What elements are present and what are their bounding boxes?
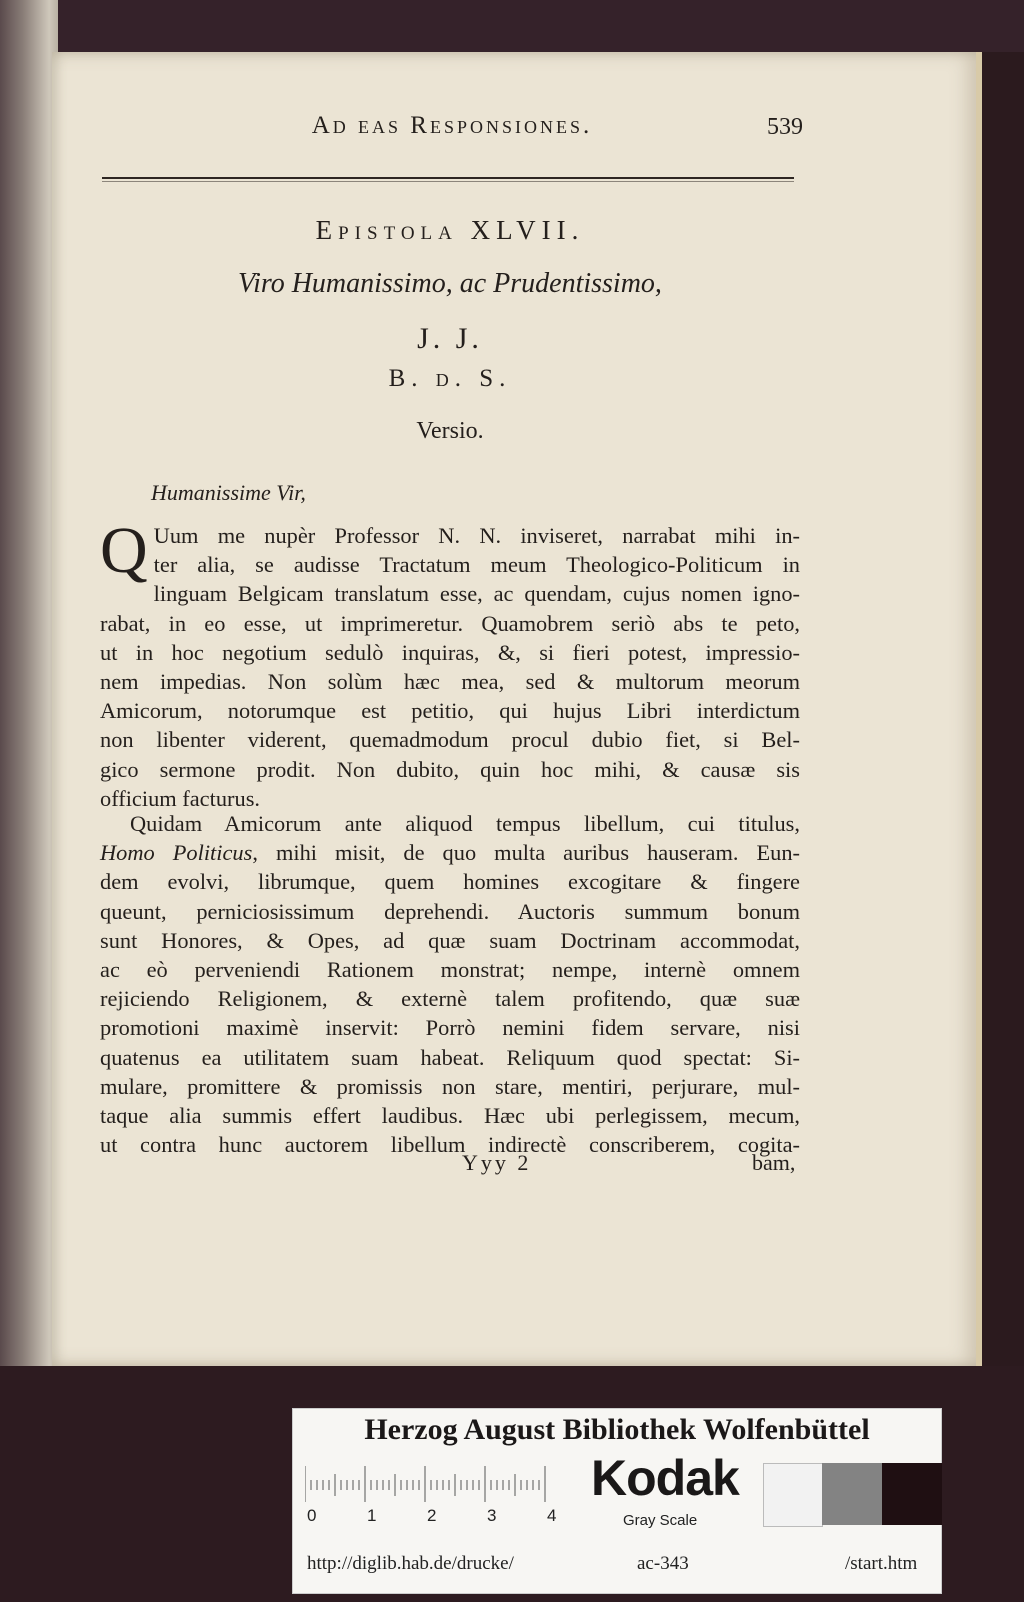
- ruler-number: 3: [487, 1506, 497, 1525]
- catchword: bam,: [752, 1150, 796, 1175]
- ruler-number: 4: [547, 1506, 557, 1525]
- text-line: ac eò perveniendi Rationem monstrat; nempe, internè omnem: [100, 957, 800, 983]
- gray-swatch: [822, 1463, 882, 1525]
- text-line: gico sermone prodit. Non dubito, quin hoc mihi, & causæ sis: [100, 756, 800, 782]
- text-line: mulare, promittere & promissis non stare, mentiri, perjurare, mul-: [100, 1073, 800, 1099]
- letter-heading: Epistola XLVII.: [315, 215, 585, 245]
- white-swatch: [763, 1463, 823, 1527]
- library-color-card: [292, 1408, 942, 1594]
- text-line: taque alia summis effert laudibus. Hæc ubi perlegissem, mecum,: [100, 1103, 800, 1129]
- text-line: ut in hoc negotium sedulò inquiras, &, si fieri potest, impressio-: [100, 639, 800, 665]
- paragraph-2: [100, 809, 800, 1159]
- adjacent-page-edge: [0, 0, 58, 1602]
- kodak-logo: Kodak: [591, 1450, 739, 1506]
- book-page: [52, 52, 982, 1366]
- text-fragment: , mihi misit, de quo multa auribus hauseram. Eun-: [252, 840, 800, 866]
- paragraph-1: [100, 514, 800, 813]
- header-rule: [102, 177, 794, 179]
- ruler-number: 0: [307, 1506, 317, 1525]
- recipient-initials: J. J.: [417, 322, 483, 355]
- text-line: nem impedias. Non solùm hæc mea, sed & multorum meorum: [100, 669, 800, 695]
- card-url: http://diglib.hab.de/drucke/: [307, 1553, 514, 1574]
- page-edge: [976, 52, 982, 1366]
- ruler-number: 2: [427, 1506, 437, 1525]
- text-line: Amicorum, notorumque est petitio, qui hujus Libri interdictum: [100, 698, 800, 724]
- text-line: sunt Honores, & Opes, ad quæ suam Doctrinam accommodat,: [100, 927, 800, 953]
- text-line: queunt, perniciosissimum deprehendi. Auctoris summum bonum: [100, 898, 800, 924]
- text-line: non libenter viderent, quemadmodum procul dubio fiet, si Bel-: [100, 727, 800, 753]
- ruler-scale: [305, 1466, 553, 1502]
- text-line: Quidam Amicorum ante aliquod tempus libellum, cui titulus,: [130, 811, 800, 836]
- text-line: [100, 838, 800, 867]
- page-number: 539: [767, 114, 803, 140]
- drop-cap: Q: [100, 514, 148, 587]
- signature-mark: Yyy 2: [462, 1150, 532, 1175]
- black-swatch: [882, 1463, 942, 1525]
- header-rule-thin: [102, 181, 794, 182]
- book-title: Homo Politicus: [100, 840, 253, 866]
- ruler-number: 1: [367, 1506, 377, 1525]
- library-name: Herzog August Bibliothek Wolfenbüttel: [364, 1413, 870, 1446]
- card-id: ac-343: [637, 1553, 689, 1574]
- text-line: officium facturus.: [100, 785, 261, 811]
- addressee: Viro Humanissimo, ac Prudentissimo,: [238, 268, 662, 299]
- versio-label: Versio.: [416, 418, 484, 444]
- running-head: Ad eas Responsiones.: [311, 112, 593, 139]
- text-line: rabat, in eo esse, ut imprimeretur. Quamobrem seriò abs te peto,: [100, 610, 800, 636]
- text-line: dem evolvi, librumque, quem homines excogitare & fingere: [100, 869, 800, 895]
- card-start-path: /start.htm: [845, 1553, 918, 1574]
- salutation: Humanissime Vir,: [151, 480, 306, 505]
- text-line: ter alia, se audisse Tractatum meum Theologico-Politicum in: [153, 552, 800, 578]
- sender-initials: B. d. S.: [388, 365, 512, 392]
- text-line: promotioni maximè inservit: Porrò nemini fidem servare, nisi: [100, 1015, 800, 1041]
- text-line: Uum me nupèr Professor N. N. inviseret, narrabat mihi in-: [153, 523, 800, 548]
- backdrop-top: [0, 0, 1024, 52]
- gray-scale-label: Gray Scale: [623, 1512, 698, 1529]
- text-line: quatenus ea utilitatem suam habeat. Reliquum quod spectat: Si-: [100, 1044, 800, 1070]
- text-line: ut contra hunc auctorem libellum indirectè conscriberem, cogita-: [100, 1132, 800, 1158]
- text-line: rejiciendo Religionem, & externè talem profitendo, quæ suæ: [100, 986, 800, 1012]
- text-line: linguam Belgicam translatum esse, ac quendam, cujus nomen igno-: [153, 581, 800, 607]
